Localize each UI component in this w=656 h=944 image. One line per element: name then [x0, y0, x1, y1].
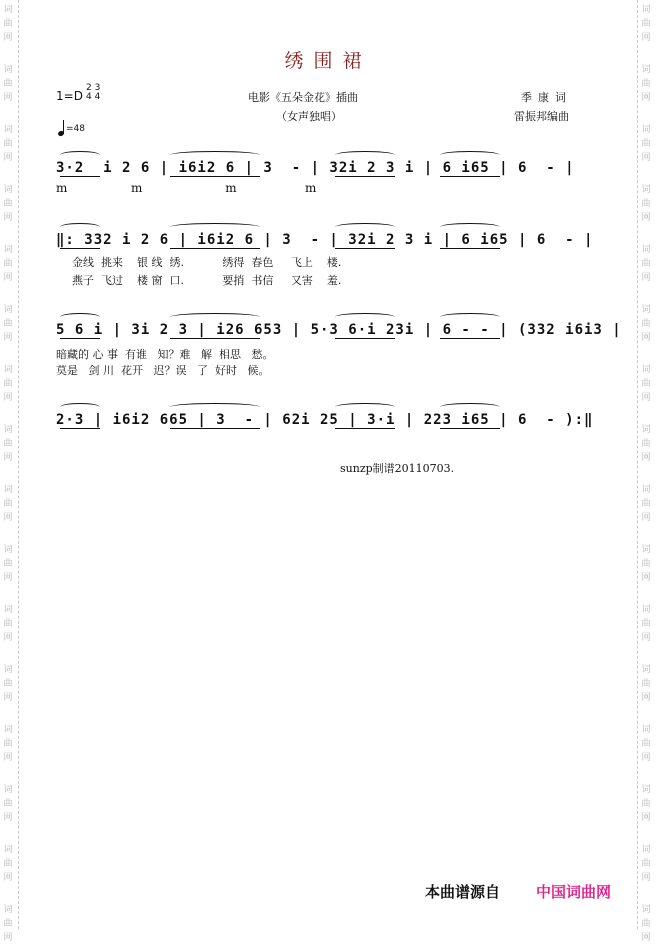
- watermark-char: 词: [641, 485, 651, 495]
- watermark-char: 曲: [3, 739, 13, 749]
- watermark-char: 网: [3, 633, 13, 643]
- watermark-char: 网: [3, 393, 13, 403]
- watermark-char: 词: [641, 245, 651, 255]
- watermark-char: 曲: [641, 319, 651, 329]
- rhythm-underline: [170, 338, 260, 339]
- arranger-credit: 雷振邦编曲: [514, 110, 569, 123]
- watermark-char: 词: [3, 65, 13, 75]
- watermark-char: 网: [641, 33, 651, 43]
- time-signature: [86, 84, 100, 102]
- watermark-char: 词: [3, 605, 13, 615]
- lyrics-line-3-verse-1: 暗藏的 心 事 有谁 知？难 解 相思 愁。: [56, 348, 274, 361]
- transcriber-credit: sunzp制谱20110703.: [340, 462, 455, 475]
- slur-mark: [440, 151, 500, 159]
- watermark-char: 曲: [3, 19, 13, 29]
- watermark-char: 网: [3, 873, 13, 883]
- watermark-char: 网: [3, 33, 13, 43]
- watermark-char: 曲: [641, 199, 651, 209]
- rhythm-underline: [440, 248, 500, 249]
- watermark-char: 词: [641, 125, 651, 135]
- slur-mark: [335, 313, 395, 321]
- watermark-char: 曲: [3, 139, 13, 149]
- score-line-1-ornaments: m m m m: [56, 181, 318, 195]
- watermark-char: 词: [3, 485, 13, 495]
- slur-mark: [170, 313, 260, 321]
- quarter-note-icon: [58, 120, 64, 136]
- watermark-char: 词: [3, 305, 13, 315]
- slur-mark: [60, 223, 100, 231]
- slur-mark: [440, 403, 500, 411]
- watermark-char: 曲: [3, 79, 13, 89]
- score-line-3-notes: 5 6 i | 3i 2 3 | i26 653 | 5·3 6·i 23i | 6 - - | (332 i6i3 |: [56, 322, 622, 338]
- watermark-char: 网: [3, 453, 13, 463]
- slur-mark: [335, 223, 395, 231]
- watermark-char: 曲: [641, 619, 651, 629]
- rhythm-underline: [440, 428, 500, 429]
- watermark-char: 词: [3, 845, 13, 855]
- watermark-char: 词: [641, 605, 651, 615]
- watermark-char: 网: [641, 633, 651, 643]
- rhythm-underline: [440, 338, 500, 339]
- watermark-char: 网: [3, 753, 13, 763]
- watermark-char: 词: [641, 725, 651, 735]
- watermark-char: 词: [641, 65, 651, 75]
- watermark-char: 曲: [641, 79, 651, 89]
- watermark-char: 曲: [3, 439, 13, 449]
- watermark-char: 词: [641, 425, 651, 435]
- slur-mark: [60, 151, 100, 159]
- watermark-char: 网: [3, 513, 13, 523]
- watermark-char: 词: [641, 785, 651, 795]
- score-line-1-notes: 3·2 i 2 6 | i6i2 6 | 3 - | 32i 2 3 i | 6 i65 | 6 - |: [56, 160, 575, 176]
- slur-mark: [170, 223, 260, 231]
- watermark-char: 网: [641, 273, 651, 283]
- watermark-char: 曲: [3, 679, 13, 689]
- watermark-char: 曲: [641, 499, 651, 509]
- watermark-char: 曲: [641, 139, 651, 149]
- rhythm-underline: [170, 428, 260, 429]
- watermark-char: 网: [641, 213, 651, 223]
- rhythm-underline: [335, 428, 395, 429]
- watermark-char: 词: [641, 545, 651, 555]
- watermark-char: 曲: [641, 439, 651, 449]
- right-watermark-strip: [637, 0, 656, 943]
- rhythm-underline: [170, 176, 260, 177]
- watermark-char: 网: [641, 153, 651, 163]
- watermark-char: 曲: [641, 559, 651, 569]
- watermark-char: 词: [3, 5, 13, 15]
- watermark-char: 网: [641, 933, 651, 943]
- watermark-char: 曲: [3, 259, 13, 269]
- watermark-char: 词: [641, 665, 651, 675]
- watermark-char: 网: [641, 873, 651, 883]
- lyrics-line-3-verse-2: 莫是 剑 川 花开 迟？误 了 好时 候。: [56, 364, 270, 377]
- watermark-char: 曲: [3, 919, 13, 929]
- watermark-char: 曲: [3, 859, 13, 869]
- watermark-char: 曲: [3, 799, 13, 809]
- slur-mark: [60, 403, 100, 411]
- rhythm-underline: [60, 428, 100, 429]
- watermark-char: 网: [641, 753, 651, 763]
- performance-type: （女声独唱）: [276, 110, 342, 123]
- watermark-char: 网: [641, 333, 651, 343]
- score-line-2-notes: ‖: 332 i 2 6 | i6i2 6 | 3 - | 32i 2 3 i | 6 i65 | 6 - |: [56, 232, 594, 248]
- slur-mark: [335, 403, 395, 411]
- lyrics-line-2-verse-1: 金线 挑来 银 线 绣. 绣得 春色 飞上 楼.: [72, 256, 342, 269]
- rhythm-underline: [335, 248, 395, 249]
- slur-mark: [335, 151, 395, 159]
- watermark-char: 词: [3, 785, 13, 795]
- watermark-char: 网: [3, 273, 13, 283]
- watermark-char: 曲: [641, 799, 651, 809]
- watermark-char: 曲: [641, 859, 651, 869]
- watermark-char: 网: [641, 393, 651, 403]
- watermark-char: 曲: [3, 379, 13, 389]
- watermark-char: 曲: [3, 499, 13, 509]
- slur-mark: [170, 403, 260, 411]
- slur-mark: [60, 313, 100, 321]
- lyricist-credit: 季康词: [521, 91, 572, 104]
- watermark-char: 网: [3, 933, 13, 943]
- watermark-char: 曲: [3, 199, 13, 209]
- watermark-char: 网: [641, 453, 651, 463]
- watermark-char: 曲: [3, 319, 13, 329]
- song-source: 电影《五朵金花》插曲: [248, 91, 358, 104]
- watermark-char: 曲: [641, 679, 651, 689]
- watermark-char: 词: [3, 125, 13, 135]
- watermark-char: 网: [3, 573, 13, 583]
- watermark-char: 曲: [641, 379, 651, 389]
- rhythm-underline: [170, 248, 260, 249]
- watermark-char: 网: [3, 813, 13, 823]
- slur-mark: [440, 223, 500, 231]
- key-signature: 1=D: [56, 89, 83, 103]
- rhythm-underline: [60, 248, 100, 249]
- watermark-char: 网: [3, 153, 13, 163]
- watermark-char: 词: [641, 905, 651, 915]
- slur-mark: [440, 313, 500, 321]
- watermark-char: 词: [3, 725, 13, 735]
- watermark-char: 曲: [641, 739, 651, 749]
- lyrics-line-2-verse-2: 燕子 飞过 楼 窗 口. 要捎 书信 又害 羞.: [72, 274, 342, 287]
- watermark-char: 网: [641, 513, 651, 523]
- watermark-char: 词: [3, 185, 13, 195]
- rhythm-underline: [440, 176, 500, 177]
- watermark-char: 曲: [3, 619, 13, 629]
- watermark-char: 词: [3, 365, 13, 375]
- watermark-char: 曲: [641, 919, 651, 929]
- watermark-char: 曲: [3, 559, 13, 569]
- watermark-char: 词: [641, 365, 651, 375]
- watermark-char: 网: [3, 213, 13, 223]
- rhythm-underline: [60, 338, 100, 339]
- meter-top: 2 3: [86, 83, 101, 93]
- watermark-char: 曲: [641, 19, 651, 29]
- rhythm-underline: [335, 338, 395, 339]
- watermark-char: 词: [3, 425, 13, 435]
- tempo-marking: =48: [66, 124, 85, 134]
- source-label: 本曲谱源自: [425, 883, 501, 901]
- watermark-char: 网: [641, 573, 651, 583]
- left-watermark-strip: [0, 0, 19, 943]
- watermark-char: 词: [3, 545, 13, 555]
- meter-bottom: 4 4: [86, 92, 101, 102]
- watermark-char: 网: [641, 693, 651, 703]
- score-line-4-notes: 2·3 | i6i2 665 | 3 - | 62i 25 | 3·i | 223 i65 | 6 - ):‖: [56, 412, 594, 428]
- watermark-char: 词: [3, 245, 13, 255]
- watermark-char: 网: [3, 333, 13, 343]
- watermark-char: 网: [641, 813, 651, 823]
- song-title: 绣围裙: [284, 50, 372, 72]
- watermark-char: 词: [3, 905, 13, 915]
- slur-mark: [170, 151, 260, 159]
- watermark-char: 网: [3, 93, 13, 103]
- watermark-char: 词: [641, 305, 651, 315]
- source-site-link[interactable]: 中国词曲网: [536, 883, 612, 901]
- watermark-char: 词: [641, 845, 651, 855]
- watermark-char: 网: [3, 693, 13, 703]
- watermark-char: 词: [641, 185, 651, 195]
- watermark-char: 网: [641, 93, 651, 103]
- watermark-char: 曲: [641, 259, 651, 269]
- rhythm-underline: [60, 176, 100, 177]
- watermark-char: 词: [641, 5, 651, 15]
- rhythm-underline: [335, 176, 395, 177]
- watermark-char: 词: [3, 665, 13, 675]
